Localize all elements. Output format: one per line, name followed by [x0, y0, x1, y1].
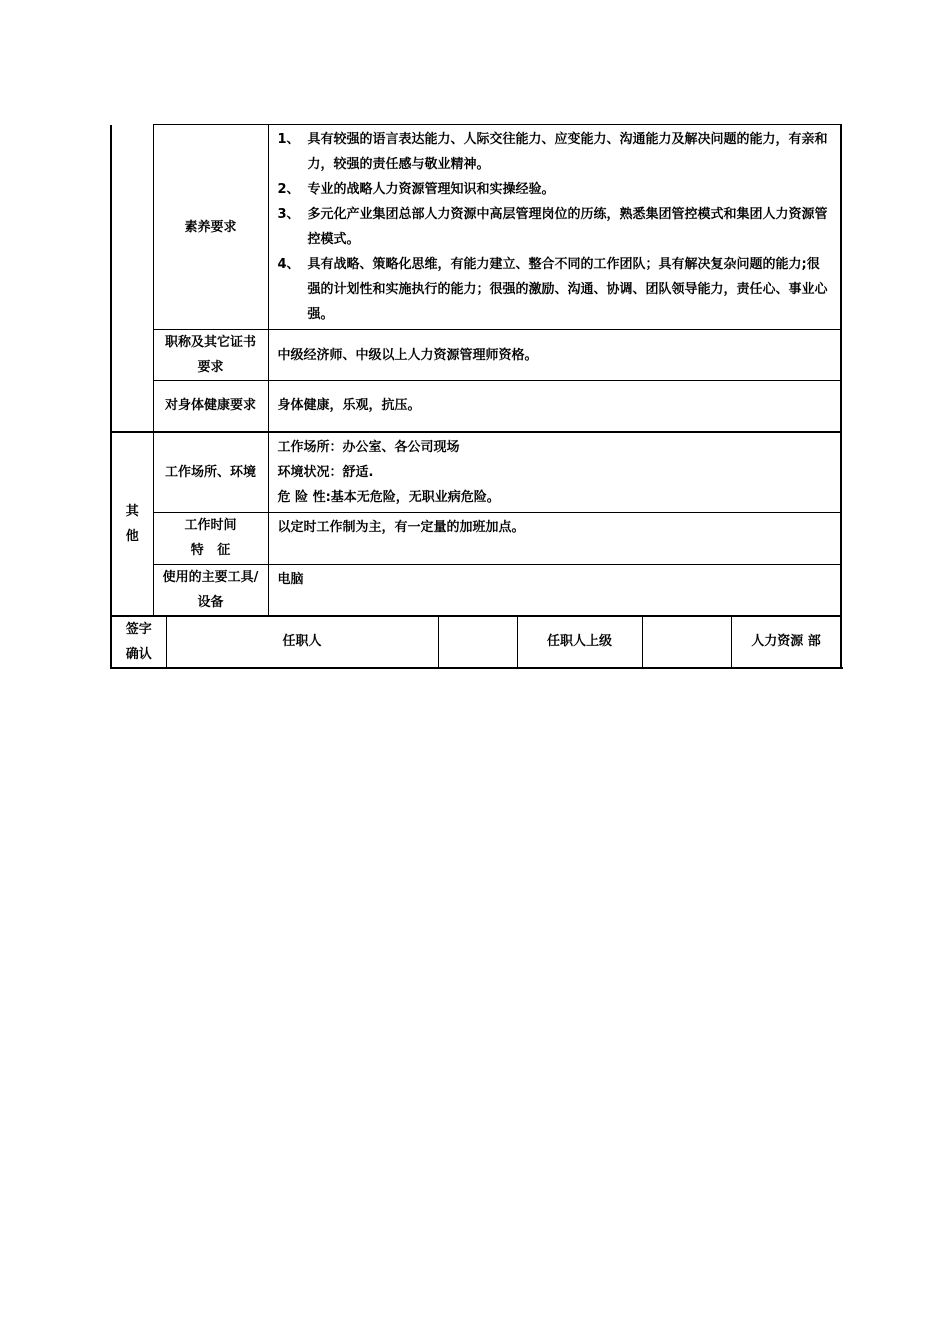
hr-label: 人力资源 部 [731, 616, 841, 668]
list-item: 3、 多元化产业集团总部人力资源中高层管理岗位的历练，熟悉集团管控模式和集团人力资源管控模式。 [277, 207, 828, 247]
list-item: 1、 具有较强的语言表达能力、人际交往能力、应变能力、沟通能力及解决问题的能力，有亲和力，较强的责任感与敬业精神。 [277, 132, 828, 172]
employee-signature-field[interactable] [438, 616, 517, 668]
tools-label: 使用的主要工具/设备 [153, 564, 268, 616]
environment-value: 工作场所：办公室、各公司现场 环境状况：舒适. 危 险 性:基本无危险，无职业病危险。 [268, 432, 841, 513]
health-label: 对身体健康要求 [153, 381, 268, 432]
health-value: 身体健康，乐观，抗压。 [268, 381, 841, 432]
work-time-value: 以定时工作制为主，有一定量的加班加点。 [268, 512, 841, 564]
certificate-label: 职称及其它证书要求 [153, 330, 268, 381]
list-item: 4、 具有战略、策略化思维，有能力建立、整合不同的工作团队；具有解决复杂问题的能力;很强的计划性和实施执行的能力；很强的激励、沟通、协调、团队领导能力，责任心、事业心强。 [277, 257, 828, 322]
work-time-label: 工作时间 特 征 [153, 512, 268, 564]
superior-signature-field[interactable] [642, 616, 731, 668]
employee-label: 任职人 [166, 616, 438, 668]
list-item: 2、 专业的战略人力资源管理知识和实操经验。 [277, 182, 555, 197]
certificate-value: 中级经济师、中级以上人力资源管理师资格。 [268, 330, 841, 381]
quality-list [278, 127, 832, 327]
job-description-table-fragment [110, 124, 840, 669]
superior-label: 任职人上级 [517, 616, 642, 668]
environment-label: 工作场所、环境 [153, 432, 268, 513]
tools-value: 电脑 [268, 564, 841, 616]
other-section-title: 其 他 [111, 432, 153, 616]
section-title-cell [111, 125, 153, 432]
quality-label: 素养要求 [153, 125, 268, 330]
signature-title-cell: 签字确认 [111, 616, 166, 668]
quality-requirements [268, 125, 841, 330]
